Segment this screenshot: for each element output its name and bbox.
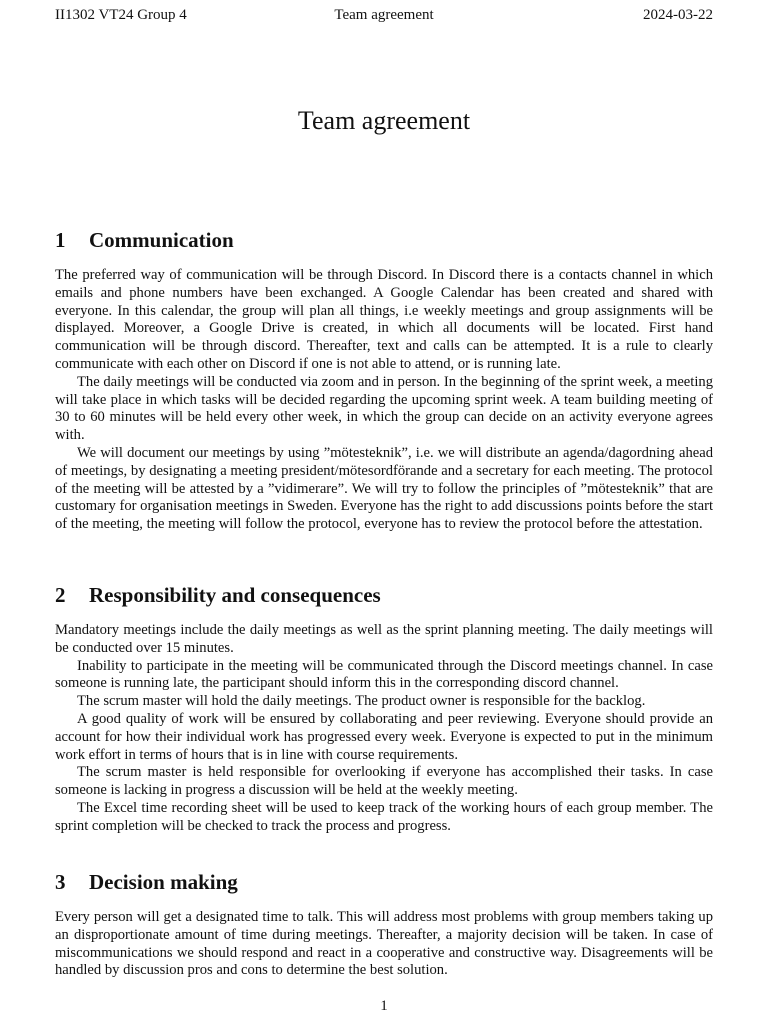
section-responsibility <box>55 582 713 836</box>
section-body <box>55 267 713 534</box>
section-heading <box>55 227 713 253</box>
paragraph: A good quality of work will be ensured by collaborating and peer reviewing. Everyone should provide an account for how their individual work has progressed every week. Everyone is expected to put in the minimum work effort in terms of hours that is in line with course requirements. <box>55 710 713 763</box>
paragraph: Mandatory meetings include the daily meetings as well as the sprint planning meeting. The daily meetings will be conducted over 15 minutes. <box>55 622 713 656</box>
header-date: 2024-03-22 <box>643 7 713 23</box>
paragraph: The scrum master will hold the daily meetings. The product owner is responsible for the backlog. <box>77 693 646 710</box>
paragraph: We will document our meetings by using ”mötesteknik”, i.e. we will distribute an agenda/dagordning ahead of meetings, by designating a meeting president/mötesordförande and a secretary for each meeting. The protocol of the meeting will be attested by a ”vidimerare”. We will try to follow the principles of ”mötesteknik” that are customary for organisation meetings in Sweden. Everyone has the right to add discussions points before the start of the meeting, the meeting will follow the protocol, everyone has to review the protocol before the attestation. <box>55 444 713 533</box>
section-title: Decision making <box>89 870 238 894</box>
paragraph: The daily meetings will be conducted via zoom and in person. In the beginning of the sprint week, a meeting will take place in which tasks will be decided regarding the upcoming sprint week. A team building meeting of 30 to 60 minutes will be held every other week, in which the group can decide on an activity everyone agrees with. <box>55 373 713 444</box>
document-title: Team agreement <box>297 106 471 135</box>
paragraph: Inability to participate in the meeting will be communicated through the Discord meetings channel. In case someone is running late, the participant should inform this in the corresponding discord channel. <box>55 657 713 692</box>
section-body <box>55 622 713 836</box>
header-course: II1302 VT24 Group 4 <box>55 7 187 23</box>
section-body <box>55 909 713 980</box>
section-communication <box>55 227 713 534</box>
section-number: 2 <box>55 583 66 607</box>
section-title: Responsibility and consequences <box>89 583 381 607</box>
section-decision-making <box>55 869 713 980</box>
header-doc-title: Team agreement <box>334 7 434 23</box>
page-header <box>55 6 713 24</box>
paragraph: Every person will get a designated time to talk. This will address most problems with group members taking up an disproportionate amount of time during meetings. Thereafter, a majority decision will be taken. In case of miscommunications we should respond and react in a cooperative and constructive way. Disagreements will be handled by discussion pros and cons to determine the best solution. <box>55 909 713 979</box>
paragraph: The scrum master is held responsible for overlooking if everyone has accomplished their tasks. In case someone is lacking in progress a discussion will be held at the weekly meeting. <box>55 764 713 799</box>
paragraph: The Excel time recording sheet will be used to keep track of the working hours of each group member. The sprint completion will be checked to track the process and progress. <box>55 799 713 834</box>
section-heading <box>55 869 713 895</box>
page-number: 1 <box>380 998 388 1014</box>
section-heading <box>55 582 713 608</box>
section-number: 3 <box>55 870 66 894</box>
paragraph: The preferred way of communication will be through Discord. In Discord there is a contacts channel in which emails and phone numbers have been exchanged. A Google Calendar has been created and shared with everyone. In this calendar, the group will plan all things, i.e weekly meetings and group assignments will be displayed. Moreover, a Google Drive is created, in which all documents will be located. First hand communication will be through discord. Thereafter, text and calls can be attempted. It is a rule to clearly communicate with each other on Discord if one is not able to attend, or is running late. <box>55 267 713 372</box>
section-title: Communication <box>89 228 234 252</box>
section-number: 1 <box>55 228 66 252</box>
